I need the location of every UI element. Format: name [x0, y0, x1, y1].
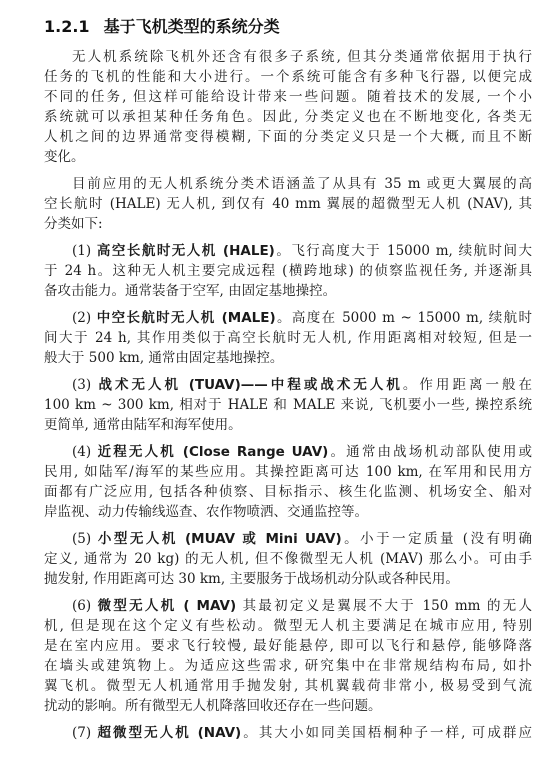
list-item-line: (3) 战术无人机 (TUAV)——中程或战术无人机。作用距离一般在 [72, 377, 532, 393]
list-item-line: 备攻击能力。通常装备于空军, 由固定基地操控。 [44, 283, 337, 299]
intro-line: 人机之间的边界通常变得模糊, 下面的分类定义只是一个大概, 而且不断 [44, 129, 532, 145]
item-term: 微型无人机 ( MAV) [97, 598, 237, 614]
section-heading [44, 14, 280, 37]
item-term: 高空长航时无人机 (HALE) [96, 243, 275, 259]
list-item-line: 100 km ~ 300 km, 相对于 HALE 和 MALE 来说, 飞机要小一些, 操控系统 [44, 397, 532, 413]
list-item-line: 定义, 通常为 20 kg) 的无人机, 但不像微型无人机 (MAV) 那么小。可由手 [44, 551, 532, 567]
intro-line: 变化。 [44, 149, 85, 165]
list-item-line: 机, 但是现在这个定义有些松动。微型无人机主要满足在城市应用, 特别 [44, 618, 532, 634]
scope-line: 空长航时 (HALE) 无人机, 到仅有 40 mm 翼展的超微型无人机 (NAV), 其 [44, 196, 532, 212]
scope-line: 目前应用的无人机系统分类术语涵盖了从具有 35 m 或更大翼展的高 [72, 176, 532, 192]
intro-line: 系统就可以承担某种任务角色。因此, 分类定义也在不断地变化, 各类无 [44, 109, 532, 125]
list-item-line: 更简单, 通常由陆军和海军使用。 [44, 417, 242, 433]
item-term: 超微型无人机 (NAV) [97, 725, 242, 741]
list-item-line: 是在室内应用。要求飞行较慢, 最好能悬停, 即可以飞行和悬停, 能够降落 [44, 638, 532, 654]
list-item-line: 抛发射, 作用距离可达 30 km, 主要服务于战场机动分队或各种民用。 [44, 571, 459, 587]
list-item-line: 间大于 24 h, 其作用类似于高空长航时无人机, 作用距离相对较短, 但是一 [44, 330, 532, 346]
intro-line: 不同的任务, 但这样可能给设计带来一些问题。随着技术的发展, 一个小 [44, 89, 532, 105]
list-item-line: (6) 微型无人机 ( MAV) 其最初定义是翼展不大于 150 mm 的无人 [72, 598, 532, 614]
list-item-line: 般大于 500 km, 通常由固定基地操控。 [44, 350, 284, 366]
list-item-line: 翼飞机。微型无人机通常用手抛发射, 其机翼载荷非常小, 极易受到气流 [44, 678, 532, 694]
item-term: 战术无人机 (TUAV)——中程或战术无人机 [98, 377, 403, 393]
list-item-line: 岸监视、动力传输线巡查、农作物喷洒、交通监控等。 [44, 504, 368, 520]
list-item-line: 扰动的影响。所有微型无人机降落回收还存在一些问题。 [44, 698, 382, 714]
list-item-line: (1) 高空长航时无人机 (HALE)。飞行高度大于 15000 m, 续航时间大 [72, 243, 532, 259]
list-item-line: 在墙头或建筑物上。为适应这些需求, 研究集中在非常规结构布局, 如扑 [44, 658, 532, 674]
section-title: 基于飞机类型的系统分类 [103, 17, 280, 36]
list-item-line: 于 24 h。这种无人机主要完成远程 (横跨地球) 的侦察监视任务, 并逐渐具 [44, 263, 532, 279]
list-item-line: 面都有广泛应用, 包括各种侦察、目标指示、核生化监测、机场安全、船对 [44, 484, 532, 500]
item-term: 近程无人机 (Close Range UAV) [97, 444, 329, 460]
list-item-line: (5) 小型无人机 (MUAV 或 Mini UAV)。小于一定质量 (没有明确 [72, 531, 532, 547]
intro-line: 无人机系统除飞机外还含有很多子系统, 但其分类通常依据用于执行 [72, 49, 532, 65]
item-term: 中空长航时无人机 (MALE) [96, 310, 276, 326]
list-item-line: (7) 超微型无人机 (NAV)。其大小如同美国梧桐种子一样, 可成群应 [72, 725, 532, 741]
list-item-line: (4) 近程无人机 (Close Range UAV)。通常由战场机动部队使用或 [72, 444, 532, 460]
list-item-line: (2) 中空长航时无人机 (MALE)。高度在 5000 m ~ 15000 m, 续航时 [72, 310, 532, 326]
intro-line: 任务的飞机的性能和大小进行。一个系统可能含有多种飞行器, 以便完成 [44, 69, 532, 85]
section-number: 1.2.1 [44, 17, 90, 36]
item-term: 小型无人机 (MUAV 或 Mini UAV) [97, 531, 342, 547]
list-item-line: 民用, 如陆军/海军的某些应用。其操控距离可达 100 km, 在军用和民用方 [44, 464, 532, 480]
scope-line: 分类如下: [44, 216, 103, 232]
